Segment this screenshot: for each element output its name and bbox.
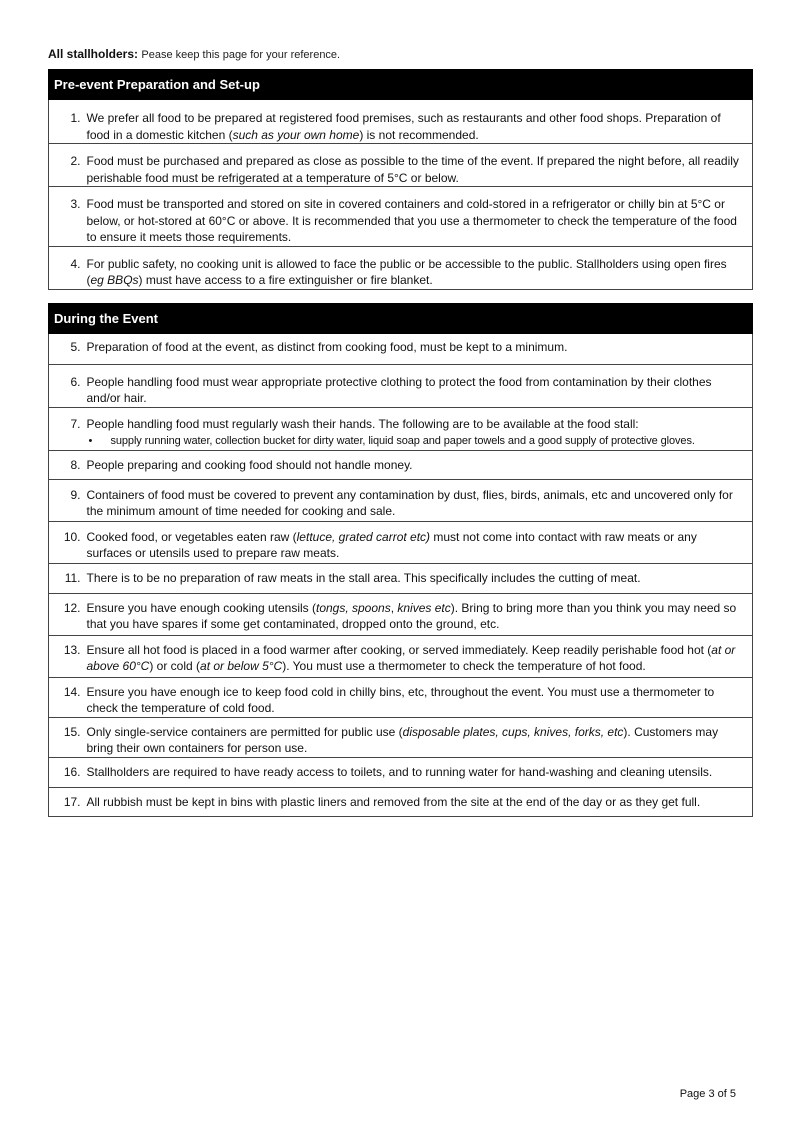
item-number: 13. xyxy=(49,635,87,677)
item-text-italic: knives etc xyxy=(397,600,451,615)
table-row xyxy=(49,144,753,187)
section-during-event xyxy=(48,303,753,817)
item-paragraph xyxy=(87,153,745,186)
item-text-segment: ) or cold ( xyxy=(149,659,201,673)
table-row xyxy=(49,593,753,635)
table-row xyxy=(49,246,753,289)
item-text-segment: Only single-service containers are permitted for public use ( xyxy=(86,724,403,739)
item-number: 1. xyxy=(49,100,87,144)
item-text-segment: People preparing and cooking food should not handle money. xyxy=(86,457,413,472)
table-row xyxy=(49,187,753,247)
intro-note: Pease keep this page for your reference. xyxy=(141,49,341,61)
section-header: During the Event xyxy=(48,303,753,334)
item-text-segment: Food must be purchased and prepared as close as possible to the time of the event. If prepared the night before, all readily perishable food must be refrigerated at a temperature of 5°C or below. xyxy=(86,154,739,185)
item-text xyxy=(87,246,753,289)
item-text xyxy=(87,334,753,364)
item-paragraph xyxy=(87,457,745,474)
item-text xyxy=(87,450,753,479)
item-paragraph xyxy=(87,374,745,407)
item-text-segment: , xyxy=(390,600,398,615)
item-text-italic: eg BBQs xyxy=(90,273,139,287)
reference-note xyxy=(48,46,340,64)
section-pre-event xyxy=(48,69,753,290)
item-paragraph xyxy=(87,642,745,675)
item-number: 3. xyxy=(49,187,87,247)
item-text-segment: ). Customers may bring their own containers for person use. xyxy=(86,724,719,755)
item-text-italic: disposable plates, cups, knives, forks, etc xyxy=(402,724,624,739)
item-text xyxy=(87,100,753,144)
item-text-segment: ). Bring to bring more than you think you may need so that you have spares if some get contaminated, dropped onto the ground, etc. xyxy=(86,600,737,631)
item-paragraph xyxy=(87,110,745,143)
items-table xyxy=(48,100,753,290)
item-text xyxy=(87,521,753,563)
bullet-icon: • xyxy=(88,435,93,447)
item-text-segment: Ensure all hot food is placed in a food warmer after cooking, or served immediately. Keep readily perishable food hot ( xyxy=(86,642,712,657)
table-row xyxy=(49,563,753,593)
item-text-italic: at or above 60°C xyxy=(86,642,736,673)
item-text-segment: People handling food must regularly wash their hands. The following are to be available at the food stall: xyxy=(86,416,639,431)
item-paragraph xyxy=(87,684,745,717)
item-paragraph xyxy=(87,196,745,246)
item-text-segment: ) must have access to a fire extinguisher or fire blanket. xyxy=(138,273,433,287)
item-text xyxy=(87,757,753,787)
item-number: 14. xyxy=(49,677,87,717)
bullet-text: supply running water, collection bucket for dirty water, liquid soap and paper towels and a good supply of protective gloves. xyxy=(110,435,695,447)
item-text-segment: Ensure you have enough cooking utensils ( xyxy=(86,600,316,615)
item-text-segment: ) is not recommended. xyxy=(359,127,479,142)
table-row xyxy=(49,407,753,450)
item-paragraph xyxy=(87,794,745,811)
item-text xyxy=(87,677,753,717)
item-paragraph xyxy=(87,724,745,757)
item-paragraph xyxy=(87,416,745,433)
table-row xyxy=(49,635,753,677)
page-number: Page 3 of 5 xyxy=(679,1088,736,1100)
item-text xyxy=(87,364,753,407)
section-header: Pre-event Preparation and Set-up xyxy=(48,69,753,100)
item-text-italic: such as your own home xyxy=(232,127,360,142)
item-text-segment: Containers of food must be covered to prevent any contamination by dust, flies, birds, animals, etc and uncovered only for the minimum amount of time needed for cooking and sale. xyxy=(86,487,733,518)
item-number: 10. xyxy=(49,521,87,563)
items-table xyxy=(48,334,753,817)
item-text xyxy=(87,787,753,816)
item-text-segment: ). You must use a thermometer to check the temperature of hot food. xyxy=(282,659,646,673)
table-row xyxy=(49,100,753,144)
item-number: 8. xyxy=(49,450,87,479)
item-text-segment: Stallholders are required to have ready access to toilets, and to running water for hand-washing and cleaning utensils. xyxy=(86,764,713,779)
item-text-segment: Food must be transported and stored on site in covered containers and cold-stored in a refrigerator or chilly bin at 5°C or below, or hot-stored at 60°C or above. It is recommended that you use a thermometer to check the temperature of the food to ensure it meets those requirements. xyxy=(86,197,737,244)
item-text-segment: All rubbish must be kept in bins with plastic liners and removed from the site at the end of the day or as they get full. xyxy=(86,794,701,809)
item-text-italic: at or below 5°C xyxy=(200,659,283,673)
item-text xyxy=(87,563,753,593)
item-text-segment: People handling food must wear appropriate protective clothing to protect the food from contamination by their clothes and/or hair. xyxy=(86,374,712,405)
table-row xyxy=(49,757,753,787)
item-number: 16. xyxy=(49,757,87,787)
item-text xyxy=(87,144,753,187)
item-paragraph xyxy=(87,529,745,562)
item-number: 17. xyxy=(49,787,87,816)
table-row xyxy=(49,677,753,717)
item-number: 9. xyxy=(49,479,87,521)
item-text-segment: Preparation of food at the event, as distinct from cooking food, must be kept to a minimum. xyxy=(86,340,568,354)
item-paragraph xyxy=(87,570,745,587)
item-text-segment: For public safety, no cooking unit is allowed to face the public or be accessible to the public. Stallholders using open fires ( xyxy=(86,256,727,287)
item-text-segment: Ensure you have enough ice to keep food cold in chilly bins, etc, throughout the event. You must use a thermometer to check the temperature of cold food. xyxy=(86,684,715,715)
item-paragraph xyxy=(87,487,745,520)
item-text xyxy=(87,717,753,757)
item-text xyxy=(87,635,753,677)
item-paragraph xyxy=(87,256,745,289)
item-number: 7. xyxy=(49,407,87,450)
item-number: 15. xyxy=(49,717,87,757)
item-number: 2. xyxy=(49,144,87,187)
table-row xyxy=(49,479,753,521)
item-text-segment: We prefer all food to be prepared at registered food premises, such as restaurants and other food shops. Preparation of food in a domestic kitchen ( xyxy=(86,111,721,142)
table-row xyxy=(49,364,753,407)
bullet-item xyxy=(87,433,745,450)
item-paragraph xyxy=(87,600,745,633)
item-text-italic: lettuce, grated carrot etc) xyxy=(296,529,431,544)
item-paragraph xyxy=(87,339,745,356)
item-text-segment: There is to be no preparation of raw meats in the stall area. This specifically includes the cutting of meat. xyxy=(86,570,641,585)
item-number: 11. xyxy=(49,563,87,593)
table-row xyxy=(49,450,753,479)
intro-bold: All stallholders: xyxy=(48,47,139,61)
item-number: 12. xyxy=(49,593,87,635)
item-number: 5. xyxy=(49,334,87,364)
item-paragraph xyxy=(87,764,745,781)
item-text-italic: tongs, spoons xyxy=(315,600,391,615)
item-number: 6. xyxy=(49,364,87,407)
item-number: 4. xyxy=(49,246,87,289)
table-row xyxy=(49,787,753,816)
table-row xyxy=(49,521,753,563)
item-text xyxy=(87,593,753,635)
table-row xyxy=(49,334,753,364)
item-text xyxy=(87,187,753,247)
item-text xyxy=(87,479,753,521)
table-row xyxy=(49,717,753,757)
item-text-segment: Cooked food, or vegetables eaten raw ( xyxy=(86,529,297,544)
item-text-segment: must not come into contact with raw meats or any surfaces or utensils used to prepare raw meats. xyxy=(86,529,697,560)
item-text xyxy=(87,407,753,450)
